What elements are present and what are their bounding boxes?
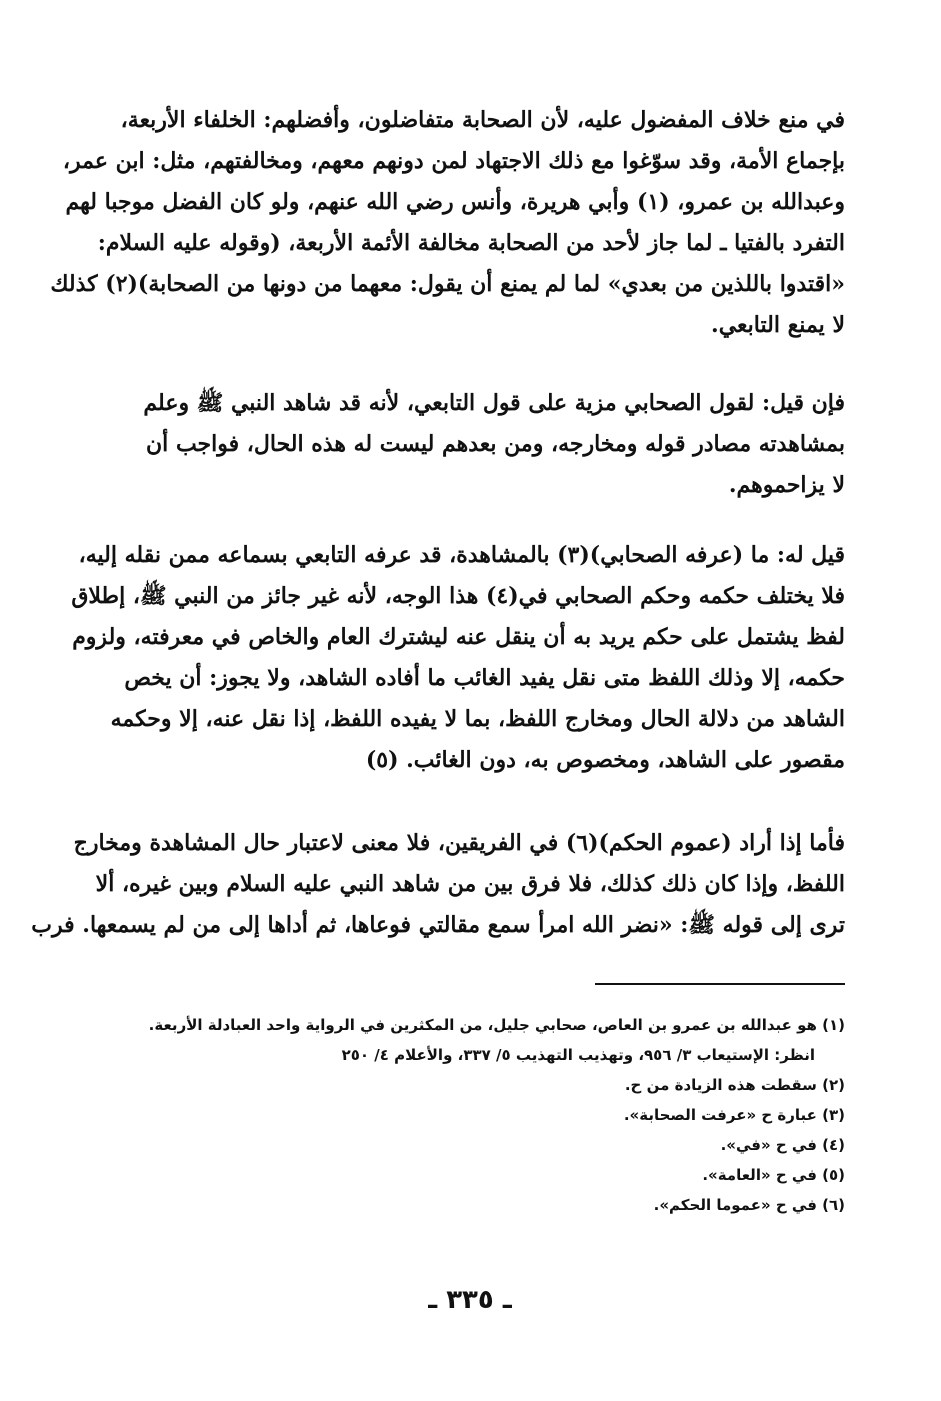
text-line: التفرد بالفتيا ـ لما جاز لأحد من الصحابة مخالفة الأئمة الأربعة، (وقوله عليه السلام:: [97, 230, 845, 256]
footnote-1-continuation: انظر: الإستيعاب ٣/ ٩٥٦، وتهذيب التهذيب ٥/ ٣٣٧، والأعلام ٤/ ٢٥٠: [341, 1046, 815, 1064]
footnote-5: (٥) في ح «العامة».: [702, 1166, 845, 1184]
text-line: فإن قيل: لقول الصحابي مزية على قول التابعي، لأنه قد شاهد النبي ﷺ وعلم: [143, 390, 845, 416]
text-line: لفظ يشتمل على حكم يريد به أن ينقل عنه ليشترك العام والخاص في معرفته، ولزوم: [72, 624, 845, 650]
text-line: بمشاهدته مصادر قوله ومخارجه، ومن بعدهم ليست له هذه الحال، فواجب أن: [146, 431, 845, 457]
footnote-4: (٤) في ح «في».: [720, 1136, 845, 1154]
paragraph-4: [31, 823, 845, 946]
page-number: ـ ٣٣٥ ـ: [428, 1285, 512, 1315]
paragraph-3: [71, 535, 845, 781]
text-line: لا يزاحموهم.: [728, 472, 845, 498]
footnote-1: (١) هو عبدالله بن عمرو بن العاص، صحابي جليل، من المكثرين في الرواية واحد العبادلة الأربعة.: [148, 1016, 845, 1034]
text-line: «اقتدوا باللذين من بعدي» لما لم يمنع أن يقول: معهما من دونها من الصحابة)(٢) كذلك: [50, 271, 845, 297]
paragraph-2: [95, 383, 845, 506]
footnote-separator: [595, 983, 845, 985]
paragraph-1: [50, 100, 845, 346]
text-line: لا يمنع التابعي.: [711, 312, 845, 338]
text-line: مقصور على الشاهد، ومخصوص به، دون الغائب. (٥): [365, 747, 845, 773]
footnote-6: (٦) في ح «عموما الحكم».: [653, 1196, 845, 1214]
text-line: حكمه، إلا وذلك اللفظ متى نقل يفيد الغائب ما أفاده الشاهد، ولا يجوز: أن يخص: [124, 665, 845, 691]
text-line: ترى إلى قوله ﷺ: «نضر الله امرأ سمع مقالتي فوعاها، ثم أداها إلى من لم يسمعها. فرب: [31, 912, 845, 938]
text-line: وعبدالله بن عمرو، (١) وأبي هريرة، وأنس رضي الله عنهم، ولو كان الفضل موجبا لهم: [65, 189, 845, 215]
text-line: في منع خلاف المفضول عليه، لأن الصحابة متفاضلون، وأفضلهم: الخلفاء الأربعة،: [120, 107, 845, 133]
text-line: قيل له: ما (عرفه الصحابي)(٣) بالمشاهدة، قد عرفه التابعي بسماعه ممن نقله إليه،: [78, 542, 845, 568]
text-line: فلا يختلف حكمه وحكم الصحابي في(٤) هذا الوجه، لأنه غير جائز من النبي ﷺ، إطلاق: [71, 583, 845, 609]
text-line: الشاهد من دلالة الحال ومخارج اللفظ، بما لا يفيده اللفظ، إذا نقل عنه، إلا وحكمه: [110, 706, 845, 732]
footnotes: [150, 1010, 845, 1220]
text-line: اللفظ، وإذا كان ذلك كذلك، فلا فرق بين من شاهد النبي عليه السلام وبين غيره، ألا: [95, 871, 845, 897]
text-line: فأما إذا أراد (عموم الحكم)(٦) في الفريقين، فلا معنى لاعتبار حال المشاهدة ومخارج: [73, 830, 845, 856]
footnote-3: (٣) عبارة ح «عرفت الصحابة».: [623, 1106, 845, 1124]
text-line: بإجماع الأمة، وقد سوّغوا مع ذلك الاجتهاد لمن دونهم معهم، ومخالفتهم، مثل: ابن عمر،: [62, 148, 845, 174]
footnote-2: (٢) سقطت هذه الزيادة من ح.: [624, 1076, 845, 1094]
